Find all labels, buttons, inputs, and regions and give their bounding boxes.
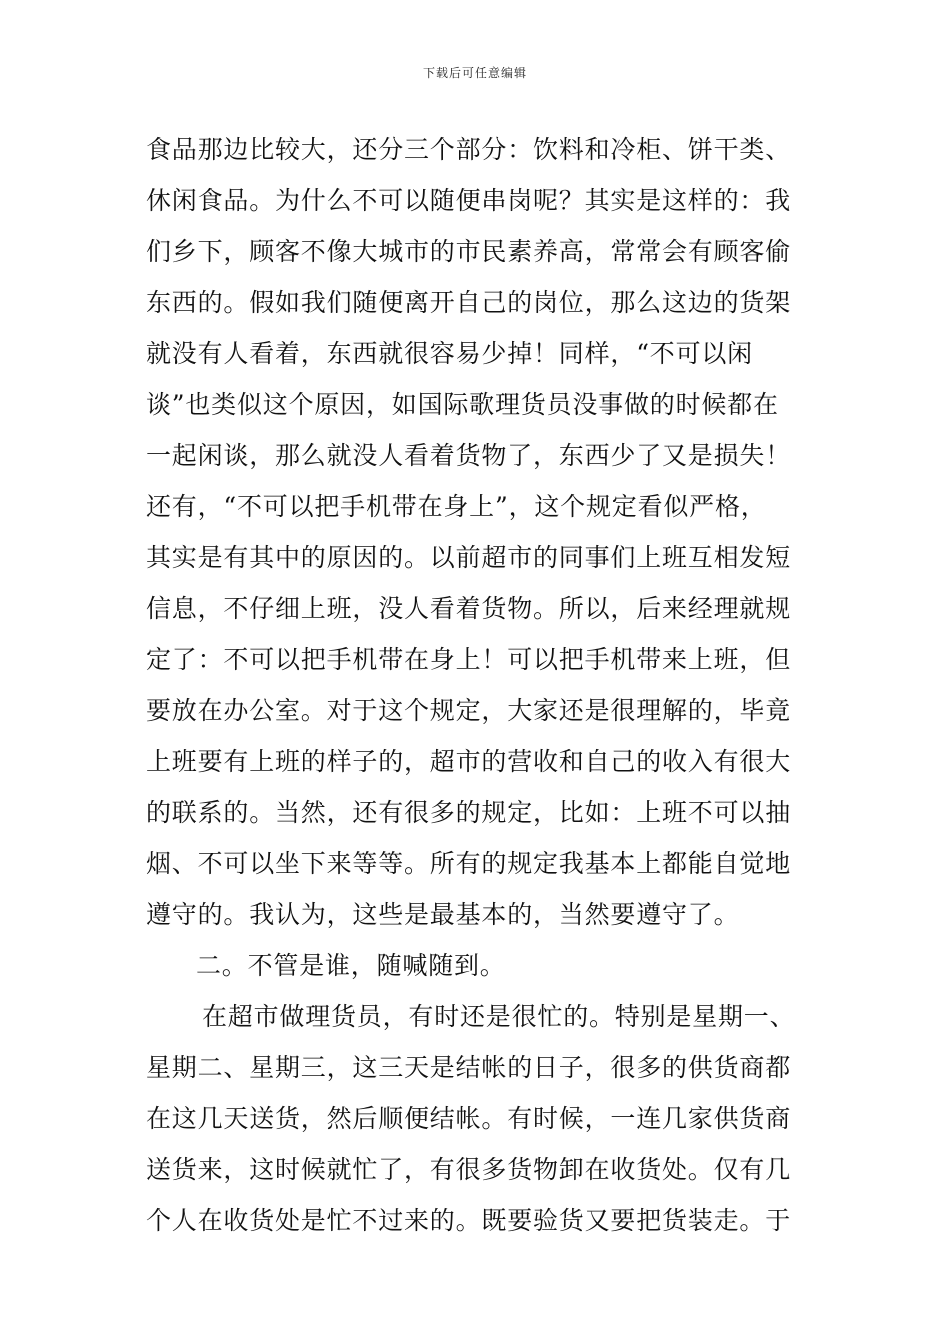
text-line: 信息，不仔细上班，没人看着货物。所以，后来经理就规 (146, 594, 792, 623)
text-line: 的联系的。当然，还有很多的规定，比如：上班不可以抽 (146, 798, 792, 827)
text-line: 谈”也类似这个原因，如国际歌理货员没事做的时候都在 (146, 390, 779, 419)
text-line: 个人在收货处是忙不过来的。既要验货又要把货装走。于 (146, 1206, 792, 1235)
text-line: 上班要有上班的样子的，超市的营收和自己的收入有很大 (146, 747, 792, 776)
paragraph-first-line: 在超市做理货员，有时还是很忙的。特别是星期一、 (202, 1002, 796, 1031)
text-line: 在这几天送货，然后顺便结帐。有时候，一连几家供货商 (146, 1104, 792, 1133)
text-line: 星期二、星期三，这三天是结帐的日子，很多的供货商都 (146, 1053, 792, 1082)
text-line: 一起闲谈，那么就没人看着货物了，东西少了又是损失！ (146, 441, 792, 470)
section-heading: 二。不管是谁，随喊随到。 (196, 951, 506, 980)
text-line: 遵守的。我认为，这些是最基本的，当然要遵守了。 (146, 900, 740, 929)
text-line: 烟、不可以坐下来等等。所有的规定我基本上都能自觉地 (146, 849, 792, 878)
text-line: 还有，“不可以把手机带在身上”，这个规定看似严格， (146, 492, 767, 521)
text-line: 们乡下，顾客不像大城市的市民素养高，常常会有顾客偷 (146, 237, 792, 266)
text-line: 东西的。假如我们随便离开自己的岗位，那么这边的货架 (146, 288, 792, 317)
header-note: 下载后可任意编辑 (422, 66, 527, 80)
text-line: 就没有人看着，东西就很容易少掉！同样，“不可以闲 (146, 339, 753, 368)
text-line: 送货来，这时候就忙了，有很多货物卸在收货处。仅有几 (146, 1155, 792, 1184)
text-line: 食品那边比较大，还分三个部分：饮料和冷柜、饼干类、 (146, 135, 792, 164)
text-line: 其实是有其中的原因的。以前超市的同事们上班互相发短 (146, 543, 792, 572)
text-line: 要放在办公室。对于这个规定，大家还是很理解的，毕竟 (146, 696, 792, 725)
body-text (146, 124, 810, 1246)
text-line: 休闲食品。为什么不可以随便串岗呢？其实是这样的：我 (146, 186, 792, 215)
text-line: 定了：不可以把手机带在身上！可以把手机带来上班，但 (146, 645, 792, 674)
